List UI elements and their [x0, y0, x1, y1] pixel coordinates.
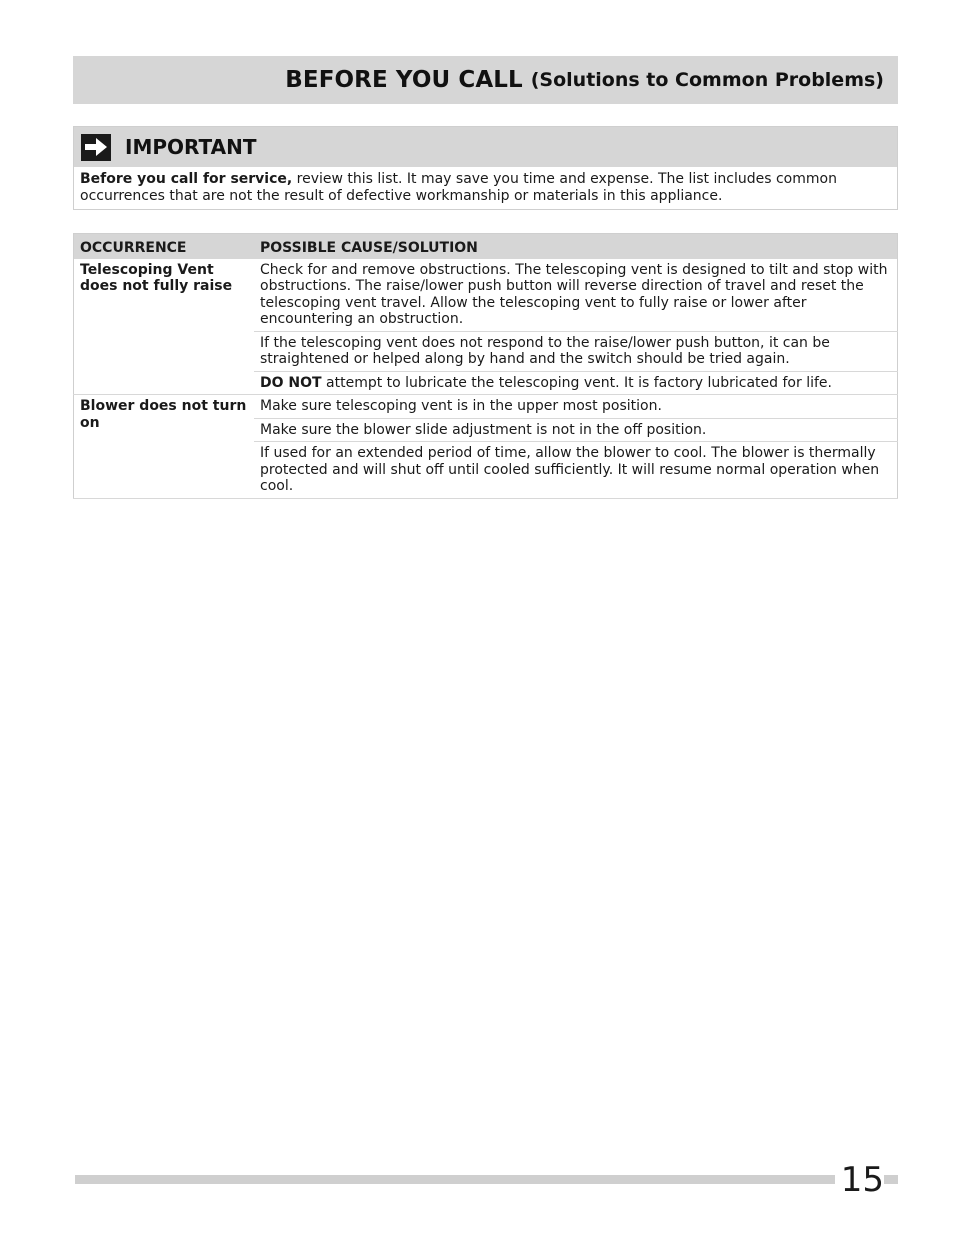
page-subtitle: (Solutions to Common Problems): [530, 69, 884, 91]
solution-cell: Check for and remove obstructions. The telescoping vent is designed to tilt and stop with obstructions. The raise/lower push button will reverse direction of travel and reset the telescoping vent travel. Allow the telescoping vent to fully raise or lower after encountering an obstruction.: [254, 259, 898, 332]
important-lead: Before you call for service,: [80, 171, 293, 187]
occurrence-cell: Telescoping Vent does not fully raise: [74, 259, 255, 395]
page-number: 15: [835, 1158, 884, 1202]
solution-cell: If used for an extended period of time, allow the blower to cool. The blower is thermally protected and will shut off until cooled sufficiently. It will resume normal operation when cool.: [254, 442, 898, 499]
solution-cell: DO NOT attempt to lubricate the telescoping vent. It is factory lubricated for life.: [254, 371, 898, 395]
column-header-solution: POSSIBLE CAUSE/SOLUTION: [254, 234, 898, 259]
table-header-row: [74, 234, 898, 259]
occurrence-cell: Blower does not turn on: [74, 395, 255, 499]
arrow-right-icon: [81, 134, 111, 161]
footer-divider: [75, 1175, 898, 1184]
solution-cell: Make sure telescoping vent is in the upper most position.: [254, 395, 898, 419]
table-row: [74, 395, 898, 419]
important-header: [74, 127, 897, 167]
important-notice: [73, 126, 898, 210]
important-text: [74, 167, 897, 209]
page-header: [73, 56, 898, 104]
solution-cell: If the telescoping vent does not respond to the raise/lower push button, it can be straightened or helped along by hand and the switch should be tried again.: [254, 331, 898, 371]
important-label: IMPORTANT: [125, 135, 257, 159]
table-row: [74, 259, 898, 332]
column-header-occurrence: OCCURRENCE: [74, 234, 255, 259]
important-body-text: review this list. It may save you time and expense. The list includes common occurrences that are not the result of defective workmanship or materials in this appliance.: [80, 171, 837, 204]
troubleshooting-table: [73, 233, 898, 499]
solution-cell: Make sure the blower slide adjustment is not in the off position.: [254, 418, 898, 442]
page-title: BEFORE YOU CALL: [285, 67, 523, 93]
